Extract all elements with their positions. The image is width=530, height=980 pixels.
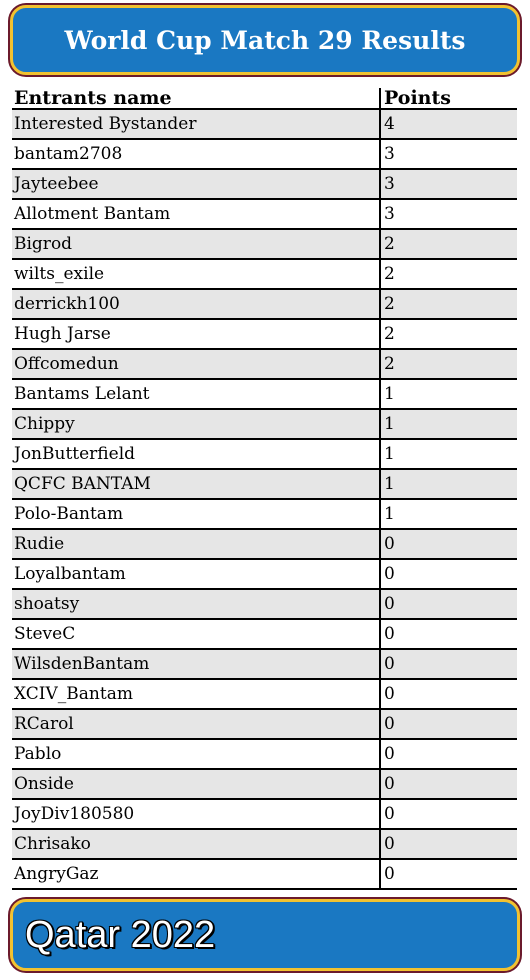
results-body xyxy=(12,109,517,889)
table-row xyxy=(12,709,517,739)
entrant-points: 0 xyxy=(380,559,517,589)
entrant-name: Interested Bystander xyxy=(12,109,380,139)
footer-text: Qatar 2022 xyxy=(25,913,216,956)
table-row xyxy=(12,379,517,409)
entrant-name: JoyDiv180580 xyxy=(12,799,380,829)
entrant-points: 2 xyxy=(380,289,517,319)
entrant-points: 0 xyxy=(380,859,517,889)
entrant-points: 0 xyxy=(380,619,517,649)
table-row xyxy=(12,859,517,889)
entrant-points: 0 xyxy=(380,649,517,679)
entrant-name: Rudie xyxy=(12,529,380,559)
entrant-name: Onside xyxy=(12,769,380,799)
footer-banner xyxy=(10,899,520,971)
entrant-name: QCFC BANTAM xyxy=(12,469,380,499)
entrant-name: Pablo xyxy=(12,739,380,769)
entrant-name: Bantams Lelant xyxy=(12,379,380,409)
entrant-points: 0 xyxy=(380,739,517,769)
entrant-name: Polo-Bantam xyxy=(12,499,380,529)
entrant-name: shoatsy xyxy=(12,589,380,619)
column-header-name: Entrants name xyxy=(12,88,380,109)
entrant-name: wilts_exile xyxy=(12,259,380,289)
table-row xyxy=(12,319,517,349)
entrant-points: 0 xyxy=(380,529,517,559)
entrant-name: AngryGaz xyxy=(12,859,380,889)
entrant-name: WilsdenBantam xyxy=(12,649,380,679)
entrant-points: 0 xyxy=(380,799,517,829)
entrant-points: 0 xyxy=(380,589,517,619)
entrant-points: 2 xyxy=(380,229,517,259)
table-row xyxy=(12,829,517,859)
table-row xyxy=(12,529,517,559)
table-row xyxy=(12,649,517,679)
entrant-points: 1 xyxy=(380,439,517,469)
table-header-row xyxy=(12,88,517,109)
column-header-points: Points xyxy=(380,88,517,109)
table-row xyxy=(12,559,517,589)
entrant-points: 1 xyxy=(380,469,517,499)
table-row xyxy=(12,499,517,529)
entrant-points: 2 xyxy=(380,319,517,349)
entrant-name: SteveC xyxy=(12,619,380,649)
table-row xyxy=(12,109,517,139)
entrant-name: bantam2708 xyxy=(12,139,380,169)
entrant-points: 3 xyxy=(380,139,517,169)
table-row xyxy=(12,679,517,709)
table-row xyxy=(12,199,517,229)
entrant-points: 0 xyxy=(380,679,517,709)
table-row xyxy=(12,739,517,769)
table-row xyxy=(12,169,517,199)
entrant-name: Loyalbantam xyxy=(12,559,380,589)
entrant-points: 3 xyxy=(380,199,517,229)
table-row xyxy=(12,439,517,469)
entrant-points: 0 xyxy=(380,829,517,859)
table-row xyxy=(12,769,517,799)
entrant-points: 1 xyxy=(380,499,517,529)
entrant-name: Chippy xyxy=(12,409,380,439)
title-banner xyxy=(10,5,520,75)
entrant-name: Allotment Bantam xyxy=(12,199,380,229)
entrant-name: Offcomedun xyxy=(12,349,380,379)
entrant-points: 3 xyxy=(380,169,517,199)
table-row xyxy=(12,229,517,259)
entrant-points: 1 xyxy=(380,379,517,409)
entrant-points: 2 xyxy=(380,349,517,379)
page-title: World Cup Match 29 Results xyxy=(64,25,466,55)
table-row xyxy=(12,799,517,829)
entrant-name: Hugh Jarse xyxy=(12,319,380,349)
table-row xyxy=(12,289,517,319)
entrant-name: XCIV_Bantam xyxy=(12,679,380,709)
entrant-name: Jayteebee xyxy=(12,169,380,199)
entrant-points: 0 xyxy=(380,769,517,799)
results-table xyxy=(12,88,517,890)
table-row xyxy=(12,349,517,379)
entrant-name: derrickh100 xyxy=(12,289,380,319)
entrant-name: RCarol xyxy=(12,709,380,739)
table-row xyxy=(12,619,517,649)
table-row xyxy=(12,409,517,439)
entrant-points: 2 xyxy=(380,259,517,289)
entrant-name: Chrisako xyxy=(12,829,380,859)
entrant-name: JonButterfield xyxy=(12,439,380,469)
entrant-points: 4 xyxy=(380,109,517,139)
entrant-name: Bigrod xyxy=(12,229,380,259)
table-row xyxy=(12,589,517,619)
table-row xyxy=(12,139,517,169)
table-row xyxy=(12,469,517,499)
table-row xyxy=(12,259,517,289)
entrant-points: 1 xyxy=(380,409,517,439)
entrant-points: 0 xyxy=(380,709,517,739)
